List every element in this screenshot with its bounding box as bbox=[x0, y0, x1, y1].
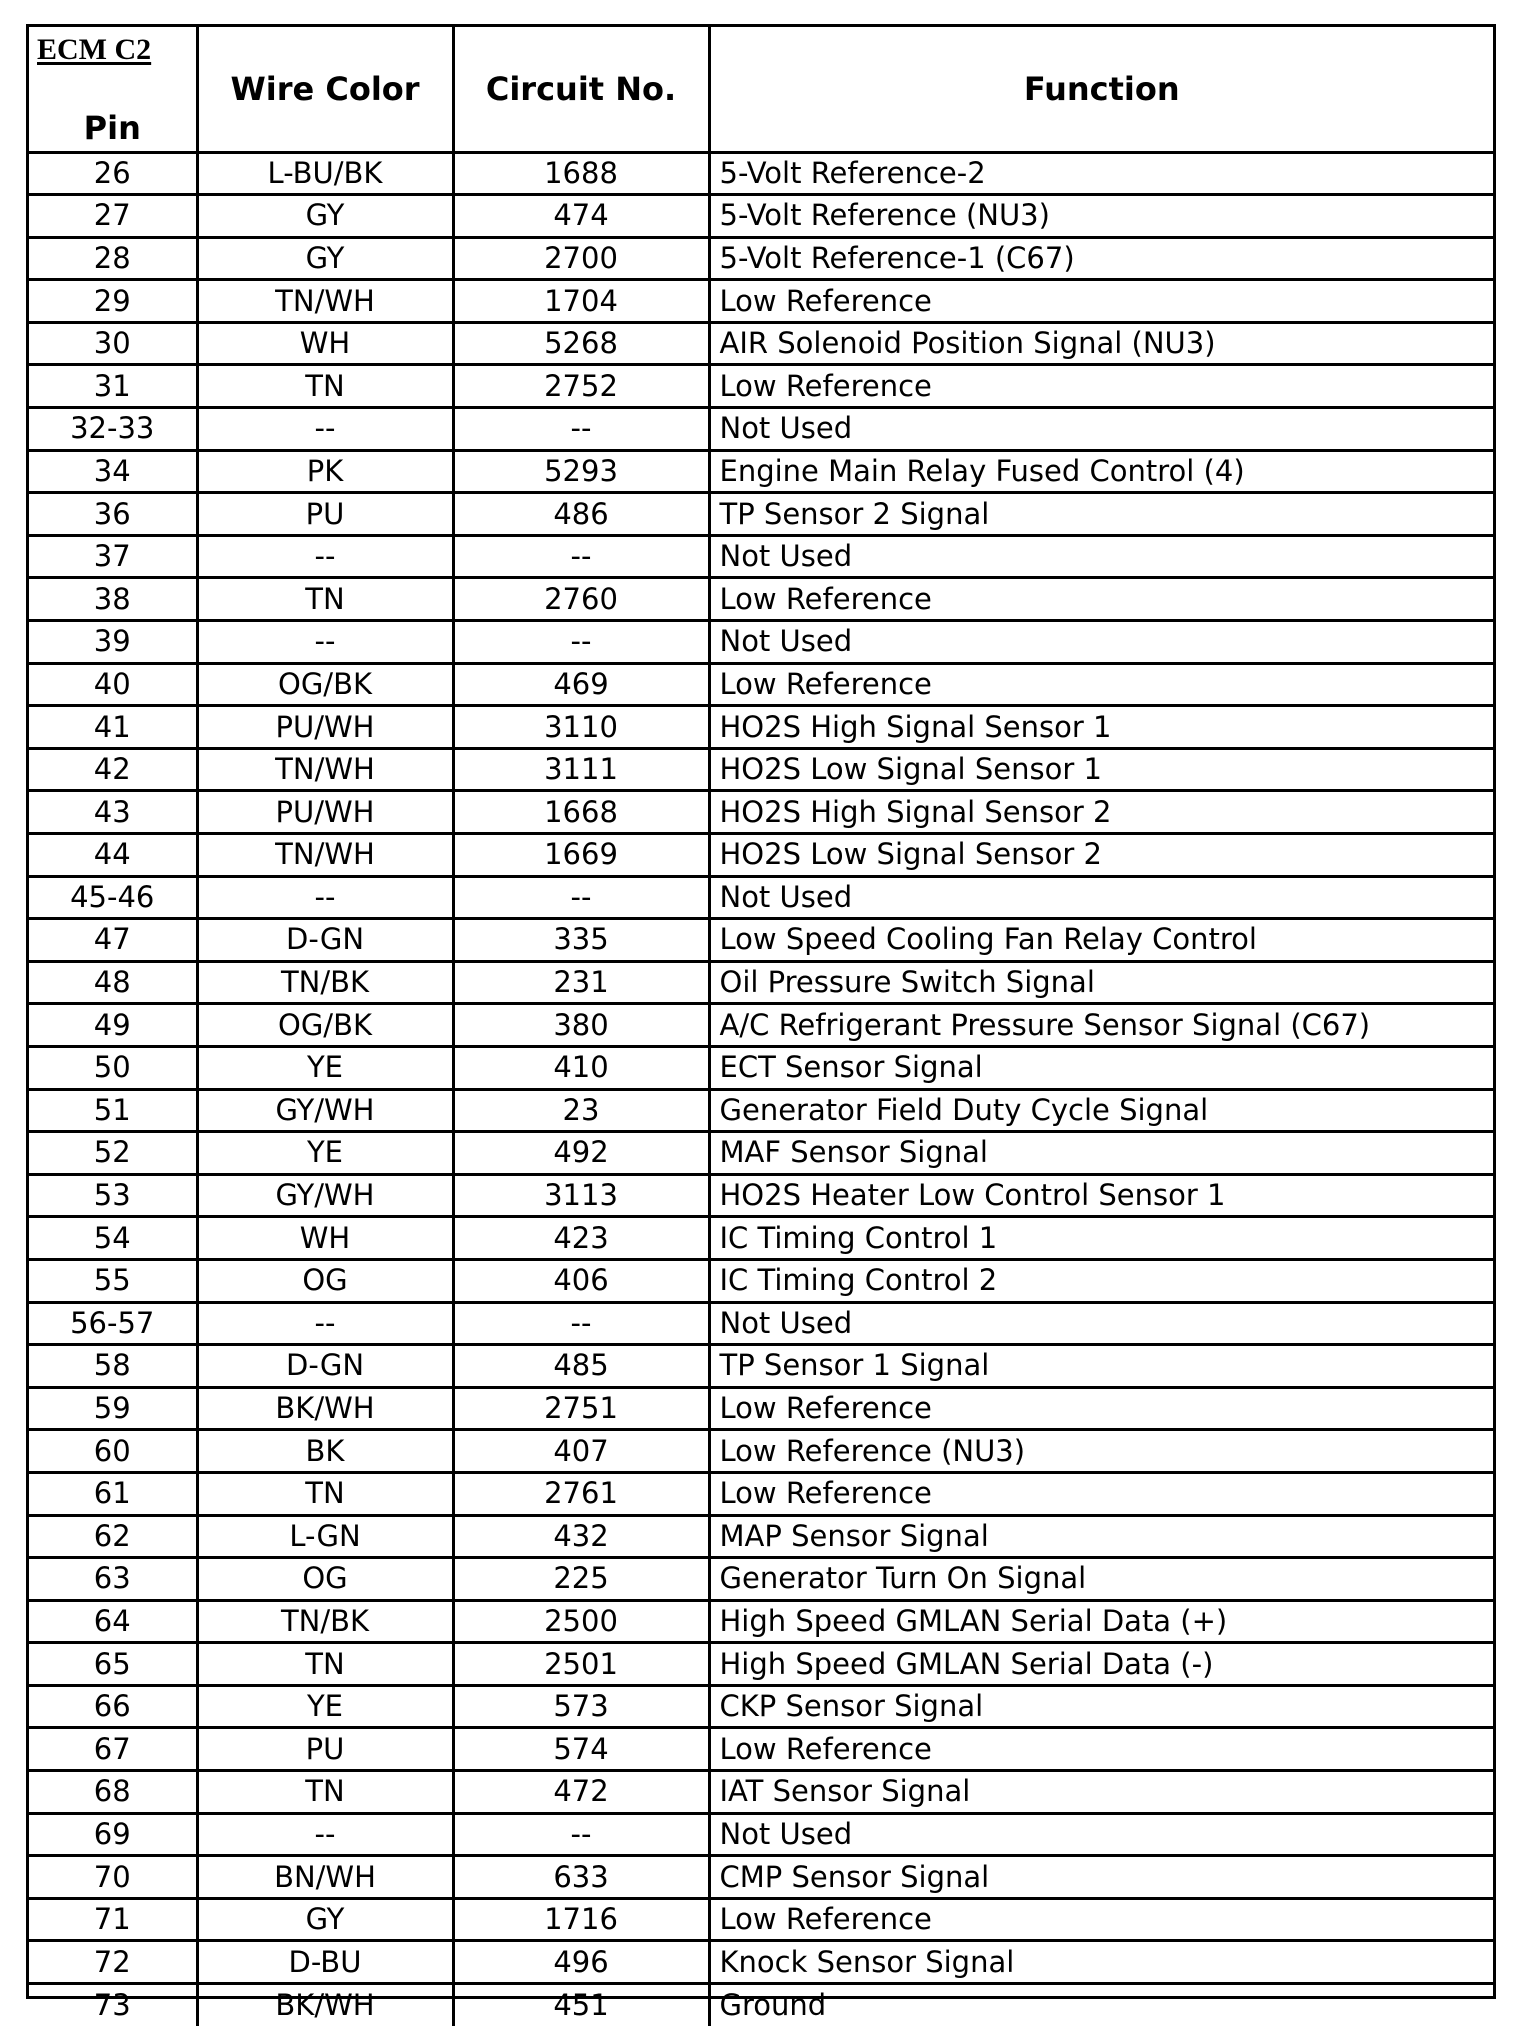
pin-cell: 45-46 bbox=[29, 876, 197, 919]
wire-color-cell: BK/WH bbox=[197, 1387, 453, 1430]
wire-color-cell: TN/WH bbox=[197, 280, 453, 323]
table-row bbox=[29, 1643, 1493, 1686]
pin-cell: 70 bbox=[29, 1856, 197, 1899]
function-cell: Not Used bbox=[709, 1813, 1493, 1856]
wire-color-cell: -- bbox=[197, 1302, 453, 1345]
wire-color-cell: YE bbox=[197, 1046, 453, 1089]
table-row bbox=[29, 237, 1493, 280]
circuit-no-cell: -- bbox=[453, 408, 709, 451]
pin-cell: 59 bbox=[29, 1387, 197, 1430]
circuit-no-cell: -- bbox=[453, 876, 709, 919]
circuit-no-cell: 1688 bbox=[453, 152, 709, 195]
circuit-no-cell: 380 bbox=[453, 1004, 709, 1047]
table-row bbox=[29, 152, 1493, 195]
function-cell: Oil Pressure Switch Signal bbox=[709, 961, 1493, 1004]
pin-cell: 41 bbox=[29, 706, 197, 749]
function-cell: Low Reference bbox=[709, 1728, 1493, 1771]
wire-color-cell: GY/WH bbox=[197, 1174, 453, 1217]
function-cell: HO2S Low Signal Sensor 1 bbox=[709, 748, 1493, 791]
circuit-no-cell: 573 bbox=[453, 1685, 709, 1728]
table-row bbox=[29, 1174, 1493, 1217]
circuit-no-cell: 2500 bbox=[453, 1600, 709, 1643]
wire-color-cell: D-GN bbox=[197, 1345, 453, 1388]
wire-color-cell: OG bbox=[197, 1558, 453, 1601]
circuit-no-cell: 1716 bbox=[453, 1898, 709, 1941]
table-row bbox=[29, 748, 1493, 791]
table-row bbox=[29, 1813, 1493, 1856]
function-cell: Low Reference bbox=[709, 1472, 1493, 1515]
table-row bbox=[29, 706, 1493, 749]
pin-cell: 53 bbox=[29, 1174, 197, 1217]
wire-color-cell: BK/WH bbox=[197, 1984, 453, 2027]
wire-color-cell: TN bbox=[197, 1771, 453, 1814]
circuit-no-cell: 2760 bbox=[453, 578, 709, 621]
pin-cell: 32-33 bbox=[29, 408, 197, 451]
function-cell: Low Reference (NU3) bbox=[709, 1430, 1493, 1473]
circuit-no-cell: 23 bbox=[453, 1089, 709, 1132]
circuit-no-cell: 492 bbox=[453, 1132, 709, 1175]
circuit-no-cell: 469 bbox=[453, 663, 709, 706]
pinout-table-frame bbox=[26, 24, 1496, 2023]
wire-color-cell: TN bbox=[197, 365, 453, 408]
wire-color-cell: -- bbox=[197, 408, 453, 451]
pin-cell: 44 bbox=[29, 834, 197, 877]
function-cell: 5-Volt Reference (NU3) bbox=[709, 195, 1493, 238]
table-row bbox=[29, 1472, 1493, 1515]
pin-cell: 71 bbox=[29, 1898, 197, 1941]
wire-color-cell: OG/BK bbox=[197, 663, 453, 706]
wire-color-cell: TN bbox=[197, 1643, 453, 1686]
function-cell: Low Reference bbox=[709, 365, 1493, 408]
wire-color-cell: PK bbox=[197, 450, 453, 493]
function-cell: Ground bbox=[709, 1984, 1493, 2027]
function-cell: HO2S High Signal Sensor 2 bbox=[709, 791, 1493, 834]
function-cell: IAT Sensor Signal bbox=[709, 1771, 1493, 1814]
table-row bbox=[29, 322, 1493, 365]
circuit-no-cell: 406 bbox=[453, 1259, 709, 1302]
pin-cell: 73 bbox=[29, 1984, 197, 2027]
pin-cell: 42 bbox=[29, 748, 197, 791]
table-row bbox=[29, 1387, 1493, 1430]
wire-color-cell: GY bbox=[197, 195, 453, 238]
table-row bbox=[29, 876, 1493, 919]
pin-cell: 47 bbox=[29, 919, 197, 962]
pin-cell: 26 bbox=[29, 152, 197, 195]
wire-color-cell: -- bbox=[197, 876, 453, 919]
circuit-no-cell: 3113 bbox=[453, 1174, 709, 1217]
function-cell: IC Timing Control 2 bbox=[709, 1259, 1493, 1302]
table-row bbox=[29, 1984, 1493, 2027]
wire-color-cell: PU/WH bbox=[197, 706, 453, 749]
wire-color-cell: TN bbox=[197, 1472, 453, 1515]
pin-cell: 68 bbox=[29, 1771, 197, 1814]
table-row bbox=[29, 535, 1493, 578]
circuit-no-cell: 496 bbox=[453, 1941, 709, 1984]
pin-cell: 67 bbox=[29, 1728, 197, 1771]
wire-color-cell: PU bbox=[197, 1728, 453, 1771]
ecm-c2-pinout-table bbox=[29, 27, 1493, 2026]
circuit-no-cell: 2501 bbox=[453, 1643, 709, 1686]
table-row bbox=[29, 1217, 1493, 1260]
function-cell: A/C Refrigerant Pressure Sensor Signal (C67) bbox=[709, 1004, 1493, 1047]
circuit-no-cell: 574 bbox=[453, 1728, 709, 1771]
function-cell: Engine Main Relay Fused Control (4) bbox=[709, 450, 1493, 493]
table-row bbox=[29, 791, 1493, 834]
table-row bbox=[29, 1089, 1493, 1132]
pin-cell: 43 bbox=[29, 791, 197, 834]
function-cell: HO2S High Signal Sensor 1 bbox=[709, 706, 1493, 749]
function-cell: Not Used bbox=[709, 621, 1493, 664]
function-cell: Not Used bbox=[709, 535, 1493, 578]
circuit-no-cell: 3111 bbox=[453, 748, 709, 791]
table-row bbox=[29, 1302, 1493, 1345]
circuit-no-cell: 472 bbox=[453, 1771, 709, 1814]
wire-color-cell: -- bbox=[197, 535, 453, 578]
function-cell: CKP Sensor Signal bbox=[709, 1685, 1493, 1728]
circuit-no-cell: 2751 bbox=[453, 1387, 709, 1430]
function-cell: Low Reference bbox=[709, 1898, 1493, 1941]
pin-cell: 58 bbox=[29, 1345, 197, 1388]
function-cell: Not Used bbox=[709, 1302, 1493, 1345]
table-row bbox=[29, 1259, 1493, 1302]
table-row bbox=[29, 1046, 1493, 1089]
wire-color-cell: OG bbox=[197, 1259, 453, 1302]
pin-cell: 63 bbox=[29, 1558, 197, 1601]
wire-color-cell: -- bbox=[197, 621, 453, 664]
pin-cell: 29 bbox=[29, 280, 197, 323]
wire-color-cell: GY bbox=[197, 1898, 453, 1941]
pin-cell: 55 bbox=[29, 1259, 197, 1302]
circuit-no-cell: 451 bbox=[453, 1984, 709, 2027]
wire-color-cell: TN/BK bbox=[197, 1600, 453, 1643]
pin-column-header bbox=[29, 27, 197, 152]
pin-header-label: Pin bbox=[83, 108, 141, 147]
wire-color-cell: L-BU/BK bbox=[197, 152, 453, 195]
circuit-no-cell: 3110 bbox=[453, 706, 709, 749]
function-cell: Not Used bbox=[709, 408, 1493, 451]
circuit-no-cell: -- bbox=[453, 621, 709, 664]
function-cell: Low Reference bbox=[709, 280, 1493, 323]
wire-color-cell: D-GN bbox=[197, 919, 453, 962]
table-row bbox=[29, 1898, 1493, 1941]
function-cell: TP Sensor 1 Signal bbox=[709, 1345, 1493, 1388]
function-cell: Not Used bbox=[709, 876, 1493, 919]
circuit-no-cell: 2752 bbox=[453, 365, 709, 408]
circuit-no-cell: 633 bbox=[453, 1856, 709, 1899]
circuit-no-cell: 474 bbox=[453, 195, 709, 238]
circuit-no-cell: -- bbox=[453, 535, 709, 578]
function-cell: Low Reference bbox=[709, 663, 1493, 706]
circuit-no-cell: 423 bbox=[453, 1217, 709, 1260]
table-row bbox=[29, 1771, 1493, 1814]
table-row bbox=[29, 195, 1493, 238]
wire-color-cell: PU/WH bbox=[197, 791, 453, 834]
pin-cell: 66 bbox=[29, 1685, 197, 1728]
wire-color-cell: OG/BK bbox=[197, 1004, 453, 1047]
pin-cell: 36 bbox=[29, 493, 197, 536]
connector-label: ECM C2 bbox=[37, 33, 152, 66]
pin-cell: 34 bbox=[29, 450, 197, 493]
pin-cell: 30 bbox=[29, 322, 197, 365]
table-row bbox=[29, 280, 1493, 323]
wire-color-column-header: Wire Color bbox=[197, 27, 453, 152]
table-row bbox=[29, 1430, 1493, 1473]
pin-cell: 40 bbox=[29, 663, 197, 706]
pin-cell: 37 bbox=[29, 535, 197, 578]
table-row bbox=[29, 1941, 1493, 1984]
function-cell: Generator Turn On Signal bbox=[709, 1558, 1493, 1601]
circuit-no-cell: -- bbox=[453, 1302, 709, 1345]
circuit-no-cell: 485 bbox=[453, 1345, 709, 1388]
pin-cell: 50 bbox=[29, 1046, 197, 1089]
wire-color-cell: GY bbox=[197, 237, 453, 280]
wire-color-cell: YE bbox=[197, 1132, 453, 1175]
table-row bbox=[29, 365, 1493, 408]
pin-cell: 54 bbox=[29, 1217, 197, 1260]
table-row bbox=[29, 1345, 1493, 1388]
table-row bbox=[29, 1856, 1493, 1899]
pin-cell: 27 bbox=[29, 195, 197, 238]
function-cell: IC Timing Control 1 bbox=[709, 1217, 1493, 1260]
circuit-no-cell: 225 bbox=[453, 1558, 709, 1601]
pin-cell: 31 bbox=[29, 365, 197, 408]
wire-color-cell: WH bbox=[197, 322, 453, 365]
pin-cell: 39 bbox=[29, 621, 197, 664]
pin-cell: 49 bbox=[29, 1004, 197, 1047]
table-row bbox=[29, 408, 1493, 451]
wire-color-cell: TN/BK bbox=[197, 961, 453, 1004]
table-row bbox=[29, 450, 1493, 493]
table-row bbox=[29, 919, 1493, 962]
circuit-no-cell: 486 bbox=[453, 493, 709, 536]
circuit-no-cell: 5293 bbox=[453, 450, 709, 493]
pin-cell: 48 bbox=[29, 961, 197, 1004]
table-row bbox=[29, 1558, 1493, 1601]
table-row bbox=[29, 1004, 1493, 1047]
pin-cell: 69 bbox=[29, 1813, 197, 1856]
table-row bbox=[29, 621, 1493, 664]
wire-color-cell: TN bbox=[197, 578, 453, 621]
function-cell: TP Sensor 2 Signal bbox=[709, 493, 1493, 536]
table-row bbox=[29, 1600, 1493, 1643]
table-row bbox=[29, 1132, 1493, 1175]
circuit-no-cell: 2700 bbox=[453, 237, 709, 280]
function-cell: HO2S Heater Low Control Sensor 1 bbox=[709, 1174, 1493, 1217]
circuit-no-cell: 5268 bbox=[453, 322, 709, 365]
wire-color-cell: D-BU bbox=[197, 1941, 453, 1984]
wire-color-cell: PU bbox=[197, 493, 453, 536]
table-header-row bbox=[29, 27, 1493, 152]
function-cell: Knock Sensor Signal bbox=[709, 1941, 1493, 1984]
function-cell: Low Speed Cooling Fan Relay Control bbox=[709, 919, 1493, 962]
pin-cell: 64 bbox=[29, 1600, 197, 1643]
function-cell: 5-Volt Reference-2 bbox=[709, 152, 1493, 195]
pin-cell: 51 bbox=[29, 1089, 197, 1132]
circuit-no-cell: -- bbox=[453, 1813, 709, 1856]
circuit-no-cell: 335 bbox=[453, 919, 709, 962]
function-cell: CMP Sensor Signal bbox=[709, 1856, 1493, 1899]
wire-color-cell: BK bbox=[197, 1430, 453, 1473]
circuit-no-cell: 1669 bbox=[453, 834, 709, 877]
wire-color-cell: TN/WH bbox=[197, 834, 453, 877]
table-row bbox=[29, 1515, 1493, 1558]
pin-cell: 72 bbox=[29, 1941, 197, 1984]
function-cell: MAF Sensor Signal bbox=[709, 1132, 1493, 1175]
wire-color-cell: WH bbox=[197, 1217, 453, 1260]
circuit-no-cell: 1668 bbox=[453, 791, 709, 834]
circuit-no-cell: 407 bbox=[453, 1430, 709, 1473]
circuit-no-cell: 2761 bbox=[453, 1472, 709, 1515]
circuit-no-column-header: Circuit No. bbox=[453, 27, 709, 152]
function-cell: High Speed GMLAN Serial Data (-) bbox=[709, 1643, 1493, 1686]
circuit-no-cell: 432 bbox=[453, 1515, 709, 1558]
wire-color-cell: GY/WH bbox=[197, 1089, 453, 1132]
wire-color-cell: TN/WH bbox=[197, 748, 453, 791]
function-cell: High Speed GMLAN Serial Data (+) bbox=[709, 1600, 1493, 1643]
function-cell: HO2S Low Signal Sensor 2 bbox=[709, 834, 1493, 877]
pin-cell: 28 bbox=[29, 237, 197, 280]
table-row bbox=[29, 834, 1493, 877]
function-cell: 5-Volt Reference-1 (C67) bbox=[709, 237, 1493, 280]
pin-cell: 65 bbox=[29, 1643, 197, 1686]
wire-color-cell: L-GN bbox=[197, 1515, 453, 1558]
table-row bbox=[29, 1728, 1493, 1771]
table-row bbox=[29, 493, 1493, 536]
table-row bbox=[29, 1685, 1493, 1728]
circuit-no-cell: 1704 bbox=[453, 280, 709, 323]
pin-cell: 61 bbox=[29, 1472, 197, 1515]
function-cell: AIR Solenoid Position Signal (NU3) bbox=[709, 322, 1493, 365]
pin-cell: 52 bbox=[29, 1132, 197, 1175]
pin-cell: 62 bbox=[29, 1515, 197, 1558]
pin-cell: 60 bbox=[29, 1430, 197, 1473]
function-cell: MAP Sensor Signal bbox=[709, 1515, 1493, 1558]
circuit-no-cell: 410 bbox=[453, 1046, 709, 1089]
circuit-no-cell: 231 bbox=[453, 961, 709, 1004]
function-cell: Low Reference bbox=[709, 578, 1493, 621]
wire-color-cell: -- bbox=[197, 1813, 453, 1856]
function-cell: Generator Field Duty Cycle Signal bbox=[709, 1089, 1493, 1132]
pin-cell: 56-57 bbox=[29, 1302, 197, 1345]
table-row bbox=[29, 961, 1493, 1004]
function-cell: ECT Sensor Signal bbox=[709, 1046, 1493, 1089]
wire-color-cell: YE bbox=[197, 1685, 453, 1728]
wire-color-cell: BN/WH bbox=[197, 1856, 453, 1899]
function-column-header: Function bbox=[709, 27, 1493, 152]
pin-cell: 38 bbox=[29, 578, 197, 621]
table-row bbox=[29, 578, 1493, 621]
function-cell: Low Reference bbox=[709, 1387, 1493, 1430]
table-row bbox=[29, 663, 1493, 706]
